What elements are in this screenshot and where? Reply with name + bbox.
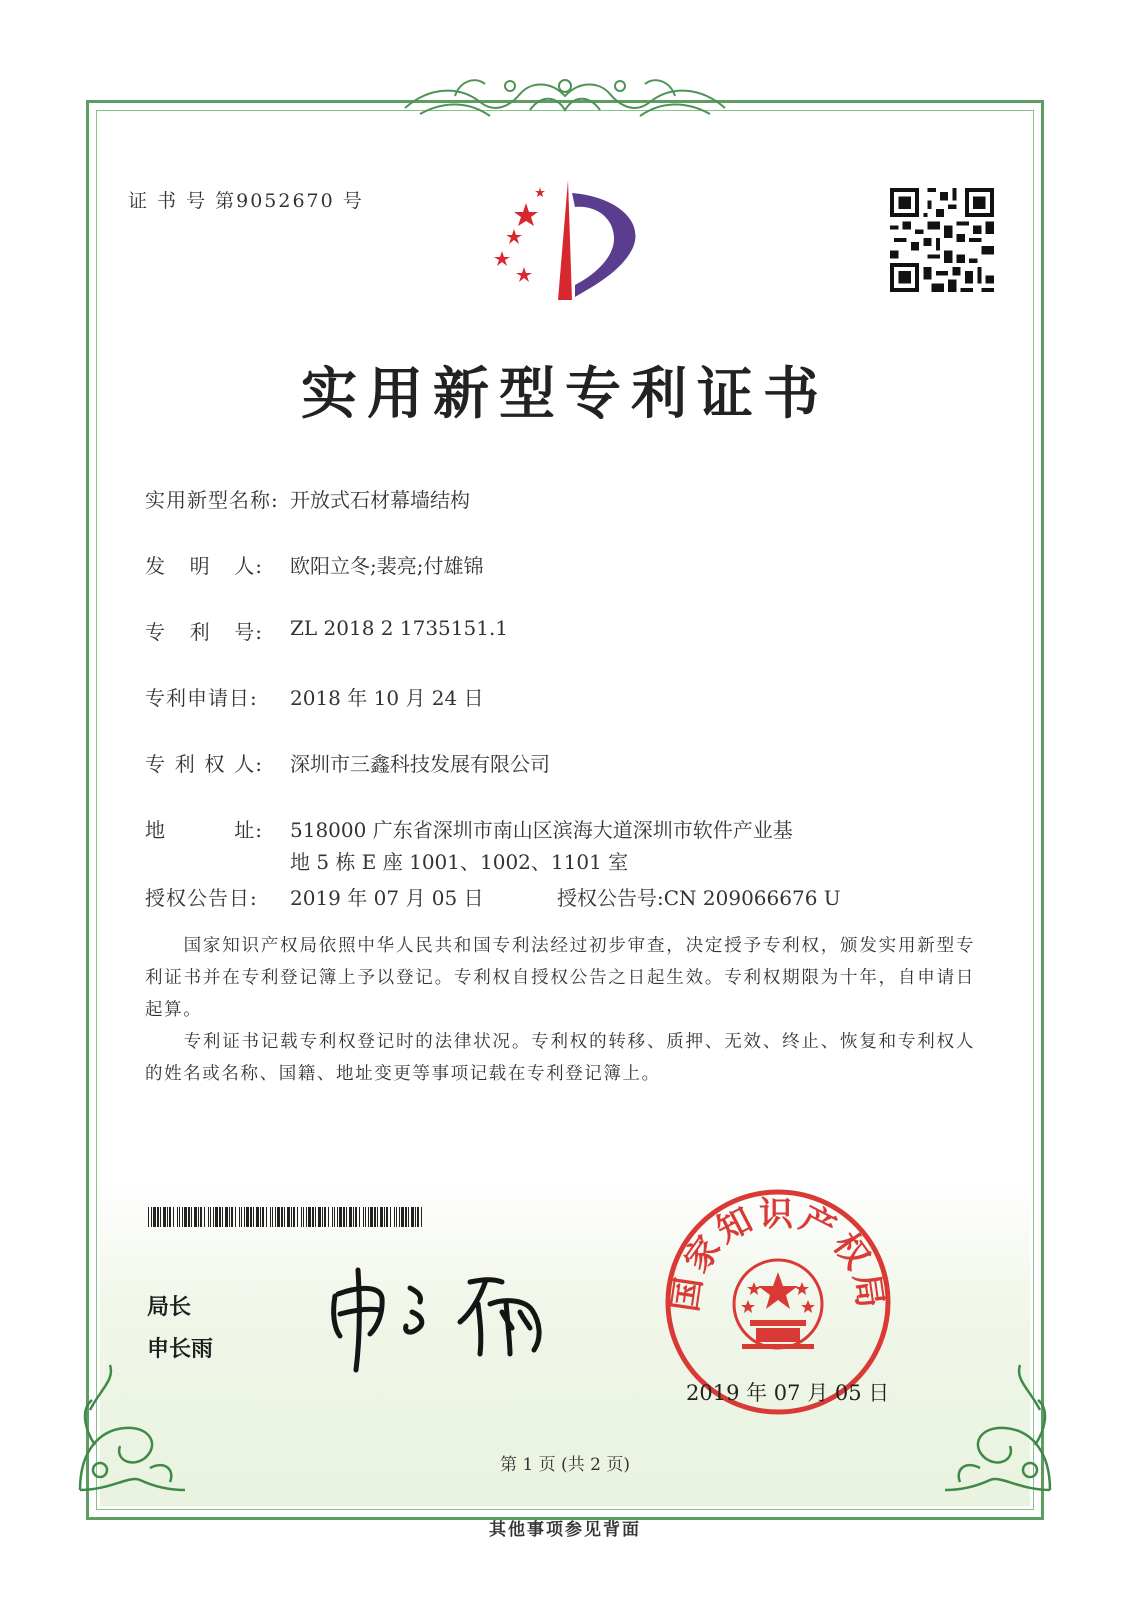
field-grant-number	[557, 882, 841, 911]
address-label: 地 址:	[145, 818, 263, 842]
application-date-label: 专利申请日:	[145, 686, 258, 710]
patent-office-logo-icon	[480, 175, 650, 305]
patent-number-label: 专 利 号:	[145, 620, 263, 644]
field-grant-date	[145, 882, 484, 911]
application-date-value: 2018 年 10 月 24 日	[290, 686, 484, 710]
patent-number-value: ZL 2018 2 1735151.1	[290, 616, 509, 640]
inventor-label: 发 明 人:	[145, 554, 263, 578]
inventor-value: 欧阳立冬;裴亮;付雄锦	[290, 554, 484, 578]
qr-code-icon	[890, 188, 994, 292]
address-line-1: 518000 广东省深圳市南山区滨海大道深圳市软件产业基	[290, 818, 793, 842]
grant-number-value: CN 209066676 U	[663, 886, 841, 910]
field-patent-holder	[145, 748, 550, 777]
grant-number-label: 授权公告号:	[557, 886, 664, 910]
field-utility-model-name	[145, 484, 470, 513]
page-number: 第 1 页 (共 2 页)	[500, 1455, 630, 1475]
barcode-icon	[148, 1207, 424, 1227]
field-application-date	[145, 682, 484, 711]
footer-note: 其他事项参见背面	[489, 1520, 641, 1540]
corner-ornament-left-icon	[70, 1350, 190, 1500]
field-patent-number	[145, 616, 508, 645]
corner-ornament-right-icon	[940, 1350, 1060, 1500]
handwritten-signature-icon	[320, 1258, 570, 1378]
grant-date-label: 授权公告日:	[145, 886, 258, 910]
director-name: 申长雨	[147, 1337, 214, 1362]
certificate-number: 证 书 号 第9052670 号	[128, 190, 364, 212]
certificate-title: 实用新型专利证书	[301, 361, 829, 427]
director-title: 局长	[147, 1295, 192, 1320]
paragraph-legal-status: 专利证书记载专利权登记时的法律状况。专利权的转移、质押、无效、终止、恢复和专利权人的姓名或名称、国籍、地址变更等事项记载在专利登记簿上。	[145, 1032, 975, 1084]
paragraph-grant-statement: 国家知识产权局依照中华人民共和国专利法经过初步审查，决定授予专利权，颁发实用新型专利证书并在专利登记簿上予以登记。专利权自授权公告之日起生效。专利权期限为十年，自申请日起算。	[145, 936, 975, 1020]
seal-issue-date: 2019 年 07 月 05 日	[686, 1381, 890, 1405]
field-inventor	[145, 550, 483, 579]
seal-text: 国家知识产权局	[665, 1194, 891, 1315]
patent-holder-value: 深圳市三鑫科技发展有限公司	[290, 752, 550, 776]
address-line-2: 地 5 栋 E 座 1001、1002、1101 室	[290, 850, 629, 874]
grant-date-value: 2019 年 07 月 05 日	[290, 886, 484, 910]
name-value: 开放式石材幕墙结构	[290, 488, 470, 512]
patent-holder-label: 专 利 权 人:	[145, 752, 263, 776]
field-address	[145, 814, 793, 843]
name-label: 实用新型名称:	[145, 488, 279, 512]
top-ornament-icon	[400, 66, 730, 136]
